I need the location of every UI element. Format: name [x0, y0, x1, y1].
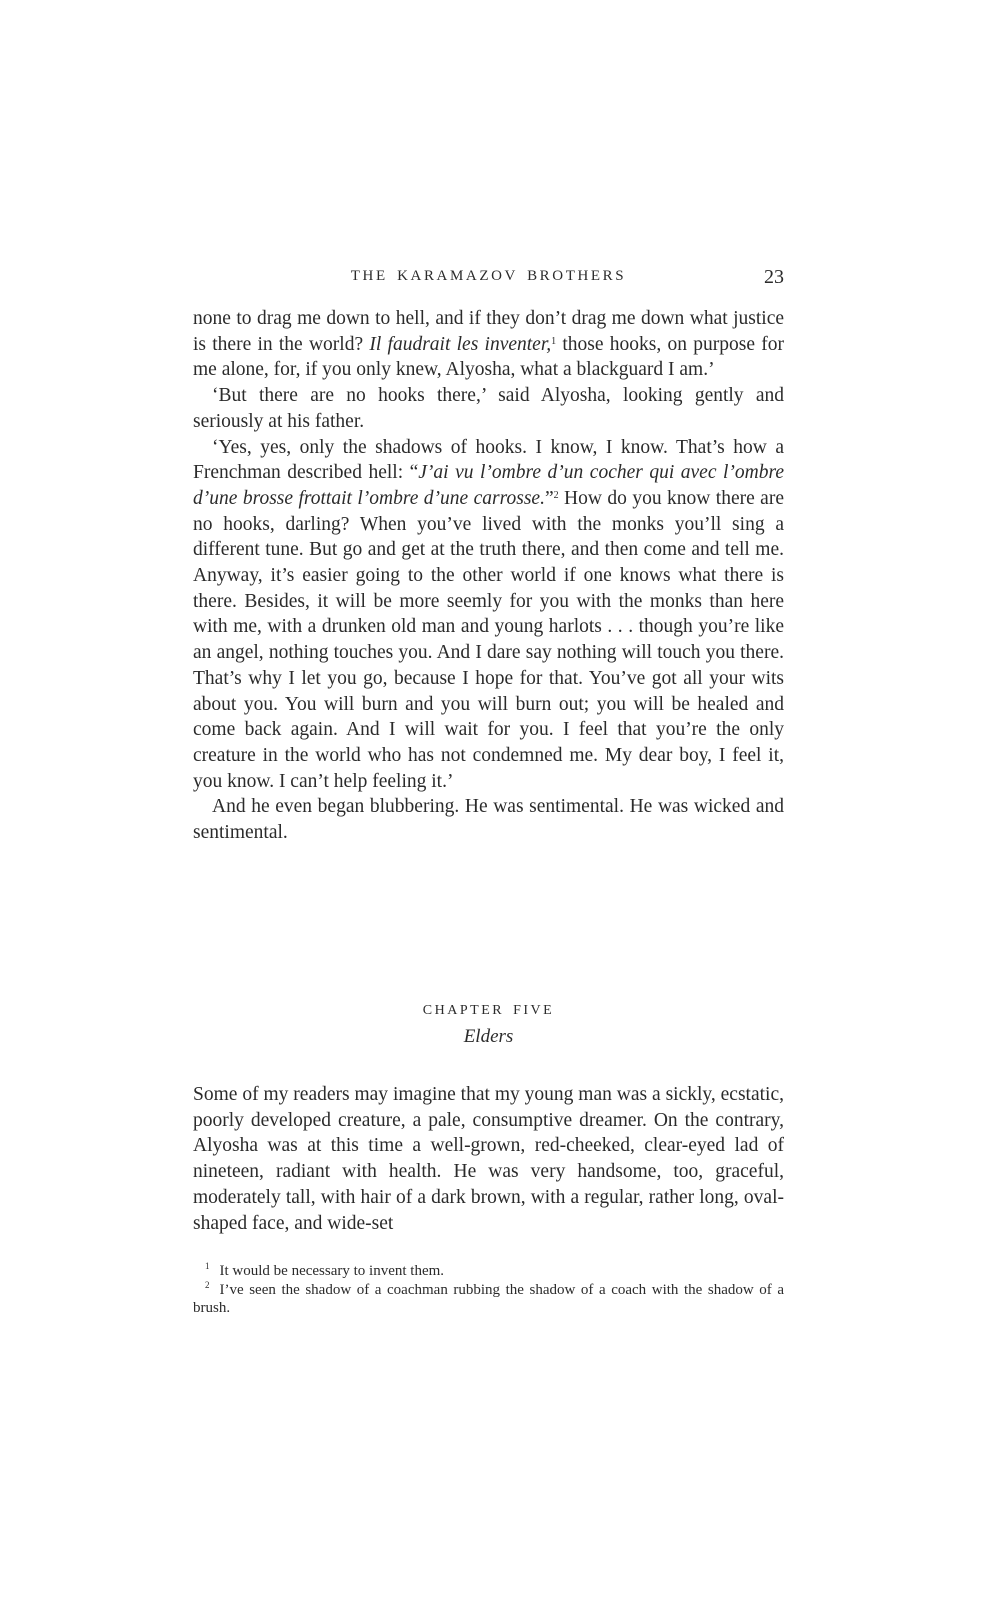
chapter-label: CHAPTER FIVE [422, 1003, 555, 1018]
footnote [193, 1262, 784, 1281]
paragraph: And he even began blubbering. He was sentimental. He was wicked and sentimental. [193, 796, 784, 844]
footnote-mark: 1 [205, 1261, 210, 1271]
french-quote: Il faudrait les inventer, [369, 333, 552, 355]
paragraph: none to drag me down to hell, and if they don’t drag me down what justice is there in the world? Il faudrait les inventer,$^1$ those hooks, on purpose for me alone, for, if you only knew, Alyosha, what a blackguard I am.’ [193, 308, 784, 381]
footnotes [193, 1262, 784, 1318]
footnote [193, 1281, 784, 1318]
footnote-text: I’ve seen the shadow of a coachman rubbing the shadow of a coach with the shadow of a brush. [193, 1281, 784, 1316]
footnote-ref: 2 [553, 489, 559, 501]
footnote-mark: 2 [205, 1279, 210, 1290]
french-quote: J’ai vu l’ombre d’un cocher qui avec l’ombre d’une brosse frottait l’ombre d’une carrosse. [193, 462, 785, 509]
chapter-heading [193, 1003, 784, 1048]
running-head [193, 268, 784, 292]
paragraph: Some of my readers may imagine that my young man was a sickly, ecstatic, poorly developed creature, a pale, consumptive dreamer. On the contrary, Alyosha was at this time a well-grown, red-cheeked, clear-eyed lad of nineteen, radiant with health. He was very handsome, too, graceful, moderately tall, with hair of a dark brown, with a regular, rather long, oval-shaped face, and wide-set [193, 1084, 784, 1234]
chapter-text [193, 1082, 784, 1236]
paragraph: ‘But there are no hooks there,’ said Alyosha, looking gently and seriously at his father. [193, 385, 784, 432]
page-number: 23 [764, 266, 784, 288]
footnote-ref: 1 [551, 335, 557, 347]
running-head-title: THE KARAMAZOV BROTHERS [350, 268, 627, 284]
chapter-title: Elders [463, 1026, 514, 1047]
body-text [193, 306, 784, 846]
paragraph: ‘Yes, yes, only the shadows of hooks. I know, I know. That’s how a Frenchman described hell: “J’ai vu l’ombre d’un cocher qui avec l’ombre d’une brosse frottait l’ombre d’une carrosse.”$^2$ How do you know there are no hooks, darling? When you’ve lived with the monks you’ll sing a different tune. But go and get at the truth there, and then come and tell me. Anyway, it’s easier going to the other world if one knows what there is there. Besides, it will be more seemly for you with the monks than here with me, with a drunken old man and young harlots . . . though you’re like an angel, nothing touches you. And I dare say nothing will touch you there. That’s why I let you go, because I hope for that. You’ve got all your wits about you. You will burn and you will burn out; you will be healed and come back again. And I will wait for you. I feel that you’re the only creature in the world who has not condemned me. My dear boy, I feel it, you know. I can’t help feeling it.’ [193, 436, 785, 792]
footnote-text: It would be necessary to invent them. [219, 1263, 445, 1279]
